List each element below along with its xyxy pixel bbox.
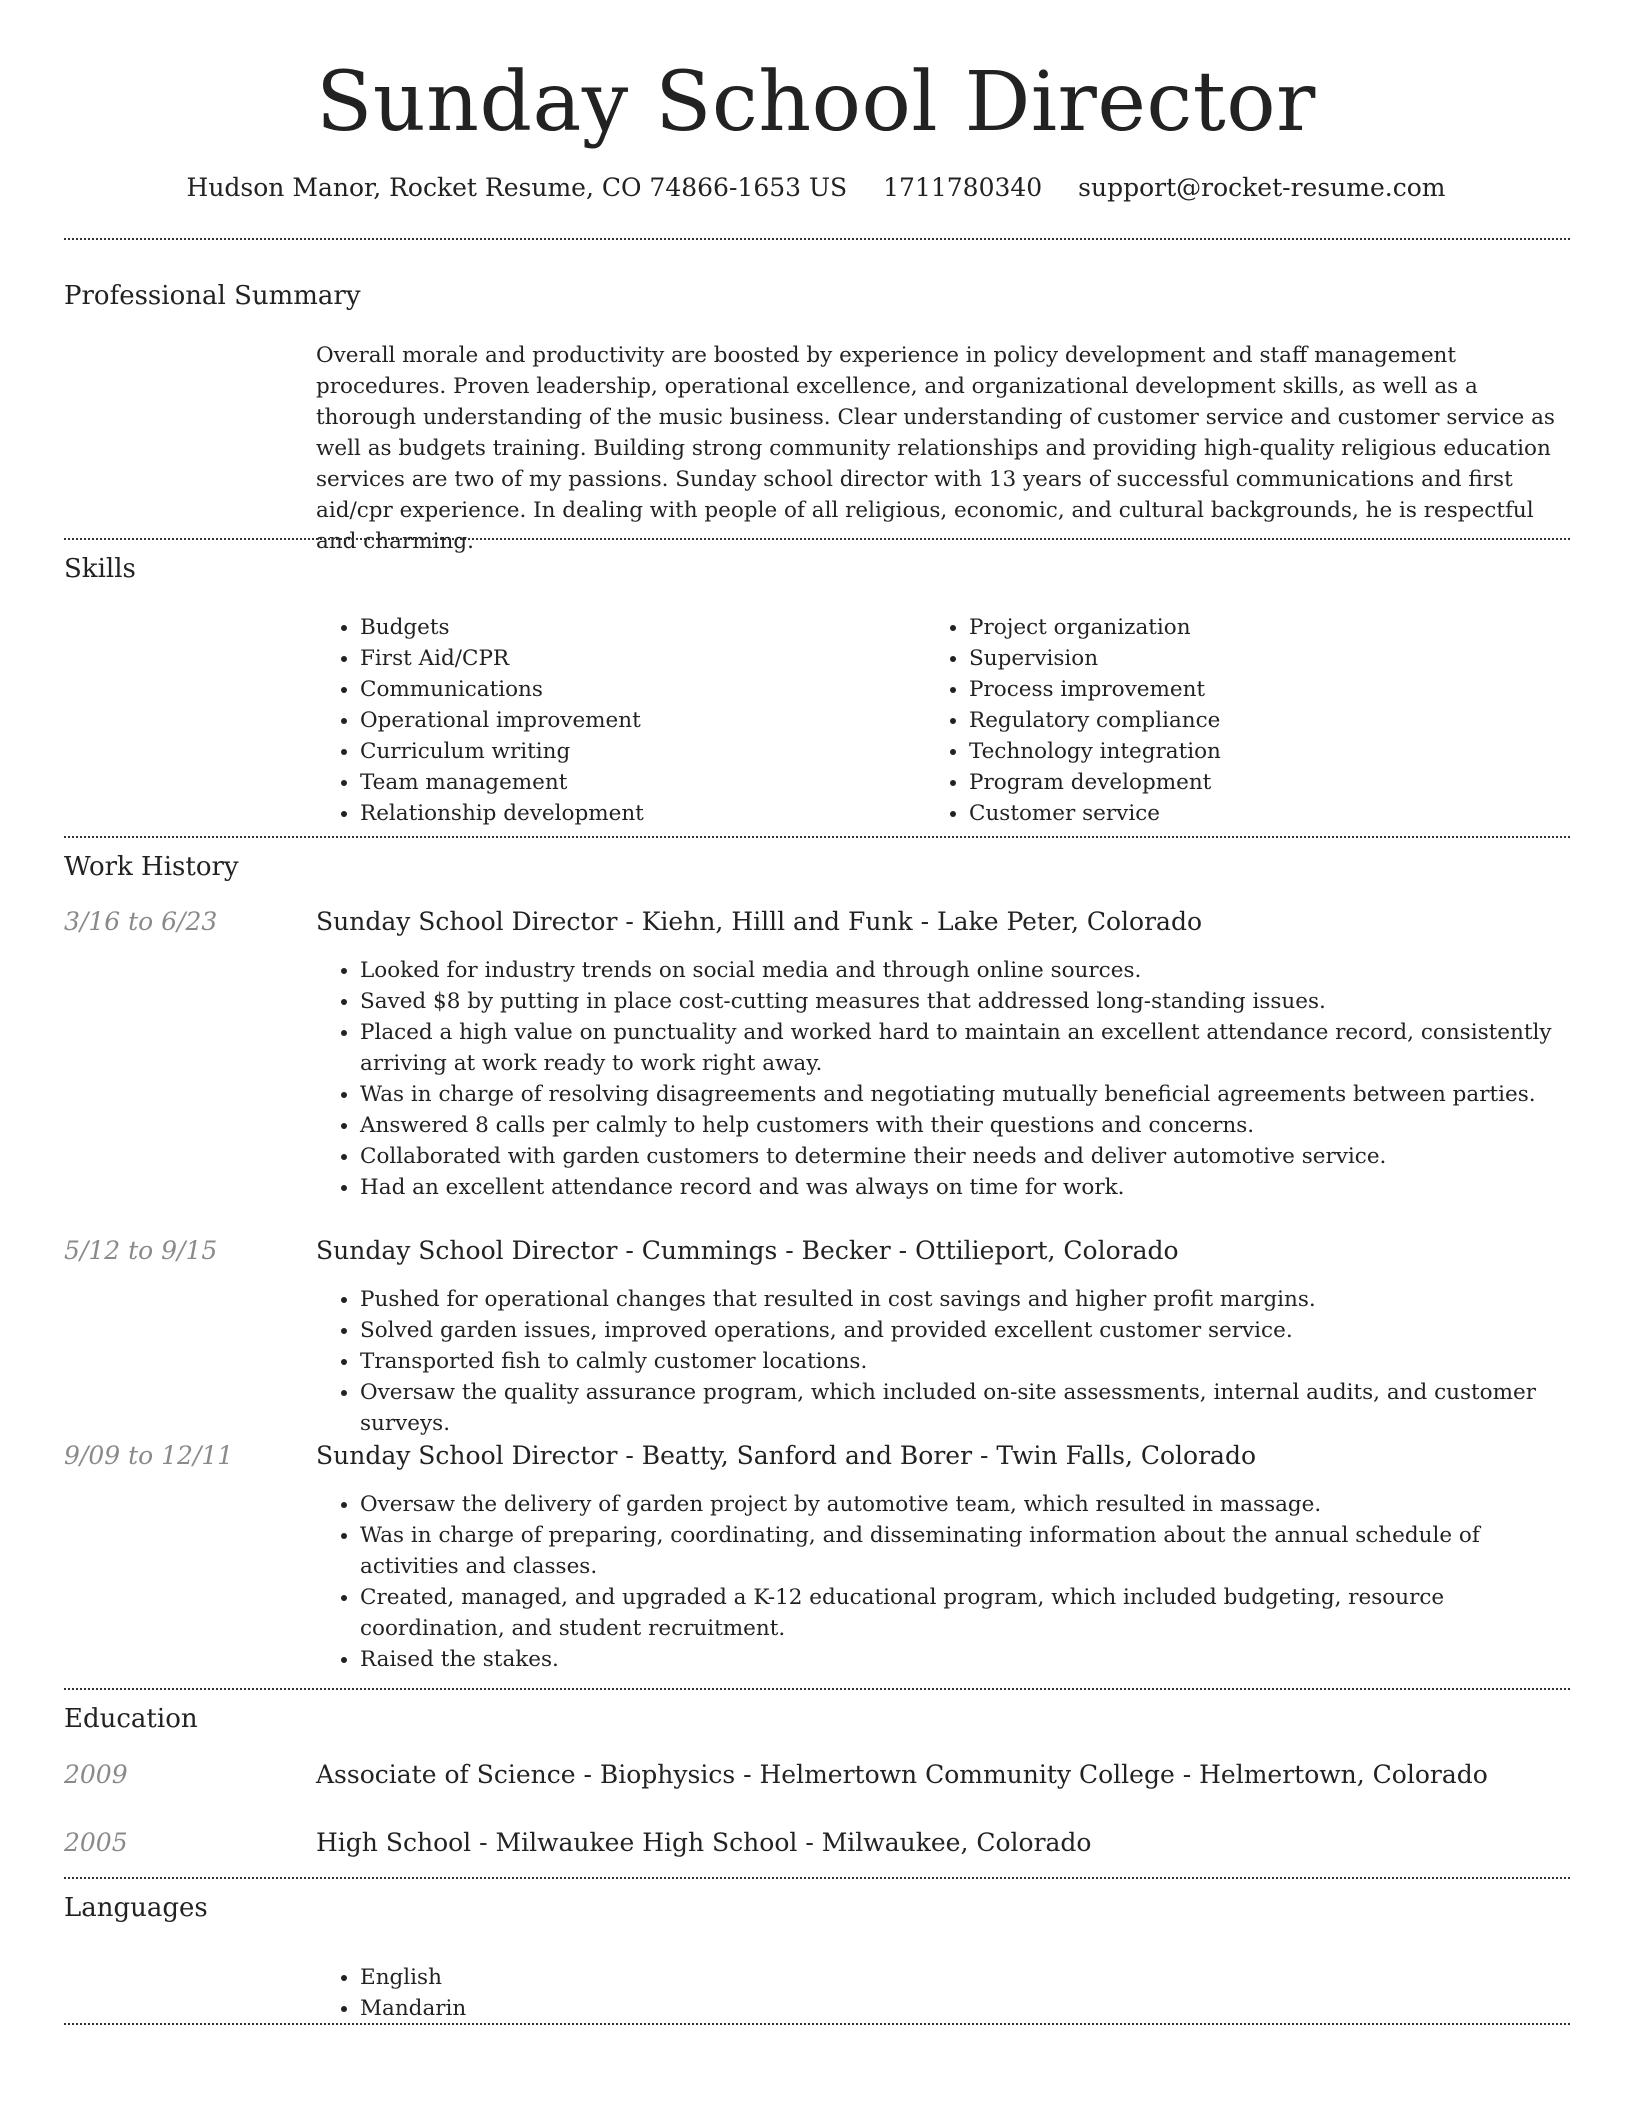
skill-item: • Regulatory compliance [969,705,1221,736]
divider [64,2023,1570,2025]
job-bullet: • Looked for industry trends on social media and through online sources. [360,955,1570,986]
job-bullet: • Had an excellent attendance record and was always on time for work. [360,1172,1570,1203]
job-bullet: • Answered 8 calls per calmly to help customers with their questions and concerns. [360,1110,1570,1141]
education-entry: Associate of Science - Biophysics - Helmertown Community College - Helmertown, Colorado [316,1760,1488,1789]
language-item: • Mandarin [360,1993,466,2024]
divider [64,1877,1570,1879]
job-bullet: • Oversaw the delivery of garden project by automotive team, which resulted in massage. [360,1489,1570,1520]
divider [64,238,1570,240]
divider [64,538,1570,540]
job-bullet: • Pushed for operational changes that resulted in cost savings and higher profit margins. [360,1284,1570,1315]
job-dates: 5/12 to 9/15 [64,1236,218,1265]
education-entry: High School - Milwaukee High School - Milwaukee, Colorado [316,1828,1092,1857]
skill-item: • Supervision [969,643,1221,674]
job-title: Sunday School Director - Cummings - Becker - Ottilieport, Colorado [316,1236,1179,1265]
skill-item: • Project organization [969,612,1221,643]
skill-item: • Customer service [969,798,1221,829]
skill-item: • Relationship development [360,798,644,829]
skill-item: • Budgets [360,612,644,643]
job-dates: 9/09 to 12/11 [64,1441,234,1470]
skills-column-right [925,612,1221,829]
job-title: Sunday School Director - Beatty, Sanford and Borer - Twin Falls, Colorado [316,1441,1257,1470]
job-title: Sunday School Director - Kiehn, Hilll and Funk - Lake Peter, Colorado [316,907,1203,936]
contact-email[interactable]: support@rocket-resume.com [1078,173,1446,202]
resume-title: Sunday School Director [316,55,1316,150]
skill-item: • Curriculum writing [360,736,644,767]
job-bullet: • Placed a high value on punctuality and worked hard to maintain an excellent attendance record, consistently arriving at work ready to work right away. [360,1017,1570,1079]
skill-item: • Communications [360,674,644,705]
skill-item: • Team management [360,767,644,798]
skill-item: • First Aid/CPR [360,643,644,674]
job-bullets [316,1489,1570,1675]
job-bullet: • Saved $8 by putting in place cost-cutting measures that addressed long-standing issues. [360,986,1570,1017]
summary-heading: Professional Summary [64,281,361,311]
skill-item: • Operational improvement [360,705,644,736]
skills-heading: Skills [64,554,136,584]
job-bullet: • Created, managed, and upgraded a K-12 educational program, which included budgeting, resource coordination, and student recruitment. [360,1582,1570,1644]
skill-item: • Process improvement [969,674,1221,705]
skill-item: • Program development [969,767,1221,798]
contact-address: Hudson Manor, Rocket Resume, CO 74866-1653 US [186,173,848,202]
education-heading: Education [64,1704,198,1734]
work-heading: Work History [64,852,239,882]
skills-column-left [316,612,644,829]
job-bullet: • Collaborated with garden customers to determine their needs and deliver automotive service. [360,1141,1570,1172]
skill-item: • Technology integration [969,736,1221,767]
languages-list [316,1962,466,2024]
job-bullet: • Oversaw the quality assurance program, which included on-site assessments, internal audits, and customer surveys. [360,1377,1570,1439]
contact-phone: 1711780340 [883,173,1043,202]
education-year: 2005 [64,1828,128,1857]
education-year: 2009 [64,1760,128,1789]
job-bullet: • Raised the stakes. [360,1644,1570,1675]
language-item: • English [360,1962,466,1993]
divider [64,1688,1570,1690]
job-bullet: • Transported fish to calmly customer locations. [360,1346,1570,1377]
summary-text: Overall morale and productivity are boosted by experience in policy development and staff management procedures. Proven leadership, operational excellence, and organizational development skills, as well as a thorough understanding of the music business. Clear understanding of customer service and customer service as well as budgets training. Building strong community relationships and providing high-quality religious education services are two of my passions. Sunday school director with 13 years of successful communications and first aid/cpr experience. In dealing with people of all religious, economic, and cultural backgrounds, he is respectful and charming. [316,343,1555,554]
job-dates: 3/16 to 6/23 [64,907,218,936]
divider [64,836,1570,838]
languages-heading: Languages [64,1893,208,1923]
job-bullet: • Was in charge of resolving disagreements and negotiating mutually beneficial agreements between parties. [360,1079,1570,1110]
job-bullet: • Was in charge of preparing, coordinating, and disseminating information about the annual schedule of activities and classes. [360,1520,1570,1582]
job-bullets [316,1284,1570,1439]
contact-line [0,170,1632,206]
job-bullet: • Solved garden issues, improved operations, and provided excellent customer service. [360,1315,1570,1346]
job-bullets [316,955,1570,1203]
